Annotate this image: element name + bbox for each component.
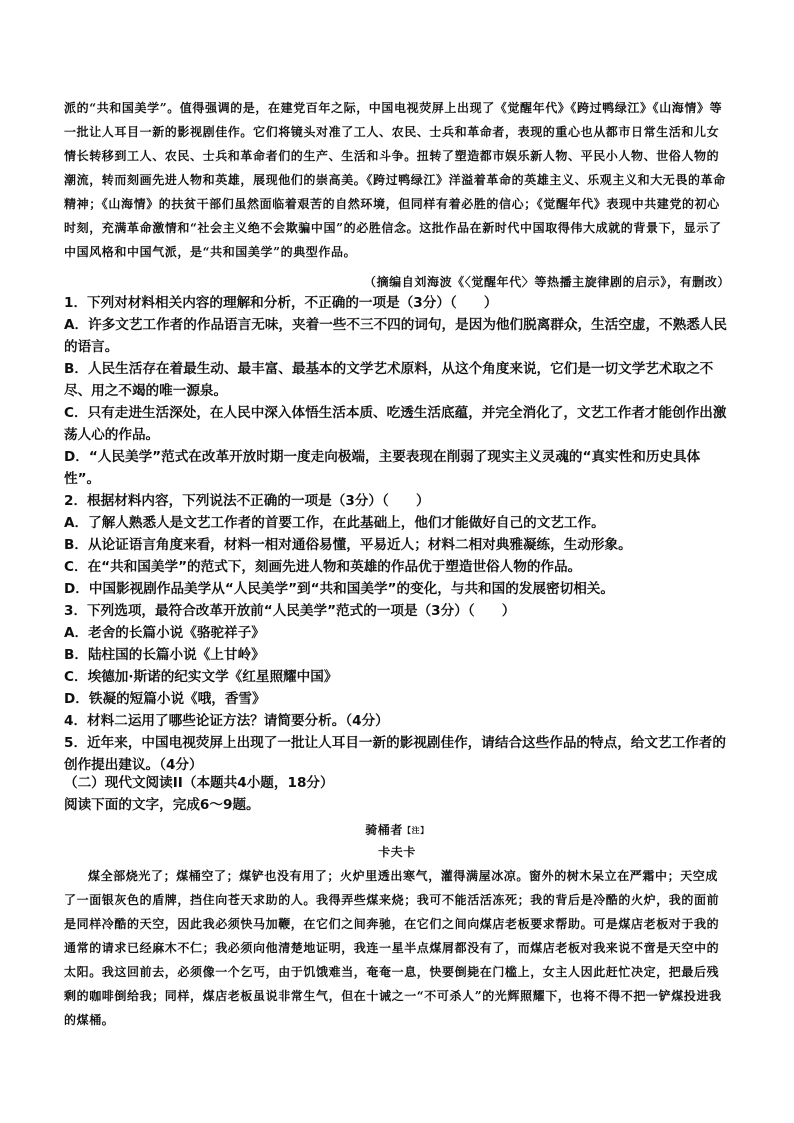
passage-one-text: 派的“共和国美学”。值得强调的是，在建党百年之际，中国电视荧屏上出现了《觉醒年代》《跨过鸭绿江》《山海情》等一批让人耳目一新的影视剧佳作。它们将镜头对准了工人、农民、士兵和革命者，表现的重心也从都市日常生活和儿女情长转移到工人、农民、士兵和革命者们的生产、生活和斗争。扭转了塑造都市娱乐新人物、平民小人物、世俗人物的潮流，转而刻画先进人物和英雄，展现他们的崇高美。《跨过鸭绿江》洋溢着革命的英雄主义、乐观主义和大无畏的革命精神；《山海情》的扶贫干部们虽然面临着艰苦的自然环境，但同样有着必胜的信心；《觉醒年代》表现中共建党的初心时刻，充满革命激情和“社会主义绝不会欺骗中国”的必胜信念。这批作品在新时代中国取得伟大成就的背景下，显示了中国风格和中国气派，是“共和国美学”的典型作品。 — [64, 101, 726, 259]
question-1-option-d: D．“人民美学”范式在改革开放时期一度走向极端，主要表现在削弱了现实主义灵魂的“真实性和历史具体性”。 — [64, 449, 701, 487]
question-3-option-b: B．陆柱国的长篇小说《上甘岭》 — [64, 647, 265, 663]
question-1-option-a: A．许多文艺工作者的作品语言无味，夹着一些不三不四的词句，是因为他们脱离群众，生活空虚，不熟悉人民的语言。 — [64, 317, 728, 355]
question-2-option-b: B．从论证语言角度来看，材料一相对通俗易懂，平易近人；材料二相对典雅凝练，生动形象。 — [64, 537, 632, 553]
story-author: 卡夫卡 — [378, 845, 416, 859]
question-3-option-c: C．埃德加·斯诺的纪实文学《红星照耀中国》 — [64, 669, 338, 685]
section-two-title: （二）现代文阅读II（本题共4小题，18分） — [64, 775, 334, 791]
question-5: 5．近年来，中国电视荧屏上出现了一批让人耳目一新的影视剧佳作，请结合这些作品的特点，给文艺工作者的创作提出建议。（4分） — [64, 735, 726, 773]
question-list — [64, 292, 730, 776]
section-two-instruction: 阅读下面的文字，完成6～9题。 — [64, 797, 260, 813]
section-two — [64, 772, 730, 816]
question-3-option-d: D．铁凝的短篇小说《哦，香雪》 — [64, 691, 266, 707]
question-1: 1．下列对材料相关内容的理解和分析，不正确的一项是（3分）（ ） — [64, 295, 498, 311]
question-1-option-b: B．人民生活存在着最生动、最丰富、最基本的文学艺术原料，从这个角度来说，它们是一切文学艺术取之不尽、用之不竭的唯一源泉。 — [64, 361, 714, 399]
question-2-option-a: A．了解人熟悉人是文艺工作者的首要工作，在此基础上，他们才能做好自己的文艺工作。 — [64, 515, 605, 531]
question-2-option-c: C．在“共和国美学”的范式下，刻画先进人物和英雄的作品优于塑造世俗人物的作品。 — [64, 559, 582, 575]
question-1-option-c: C．只有走进生活深处，在人民中深入体悟生活本质、吃透生活底蕴，并完全消化了，文艺工作者才能创作出激荡人心的作品。 — [64, 405, 727, 443]
question-3: 3．下列选项，最符合改革开放前“人民美学”范式的一项是（3分）（ ） — [64, 603, 516, 619]
passage-one-citation: （摘编自刘海波《〈觉醒年代〉等热播主旋律剧的启示》，有删改） — [363, 275, 730, 289]
story-text: 煤全部烧光了；煤桶空了；煤铲也没有用了；火炉里透出寒气，灌得满屋冰凉。窗外的树木呆立在严霜中；天空成了一面银灰色的盾牌，挡住向苍天求助的人。我得弄些煤来烧；我可不能活活冻死；我的背后是冷酷的火炉，我的面前是同样冷酷的天空，因此我必须快马加鞭，在它们之间奔驰，在它们之间向煤店老板要求帮助。可是煤店老板对于我的通常的请求已经麻木不仁；我必须向他清楚地证明，我连一星半点煤屑都没有了，而煤店老板对我来说不啻是天空中的太阳。我这回前去，必须像一个乞丐，由于饥饿难当，奄奄一息，快要倒毙在门槛上，女主人因此赶忙决定，把最后残剩的咖啡倒给我；同样，煤店老板虽说非常生气，但在十诫之一“不可杀人”的光辉照耀下，也将不得不把一铲煤投进我的煤桶。 — [64, 869, 722, 1027]
story-note-mark: 【注】 — [403, 825, 429, 835]
question-2-option-d: D．中国影视剧作品美学从“人民美学”到“共和国美学”的变化，与共和国的发展密切相关。 — [64, 581, 614, 597]
story-title-text: 骑桶者 — [365, 823, 403, 837]
story-title — [0, 818, 794, 842]
question-2: 2．根据材料内容，下列说法不正确的一项是（3分）（ ） — [64, 493, 430, 509]
question-3-option-a: A．老舍的长篇小说《骆驼祥子》 — [64, 625, 265, 641]
question-4: 4．材料二运用了哪些论证方法？请简要分析。（4分） — [64, 713, 389, 729]
